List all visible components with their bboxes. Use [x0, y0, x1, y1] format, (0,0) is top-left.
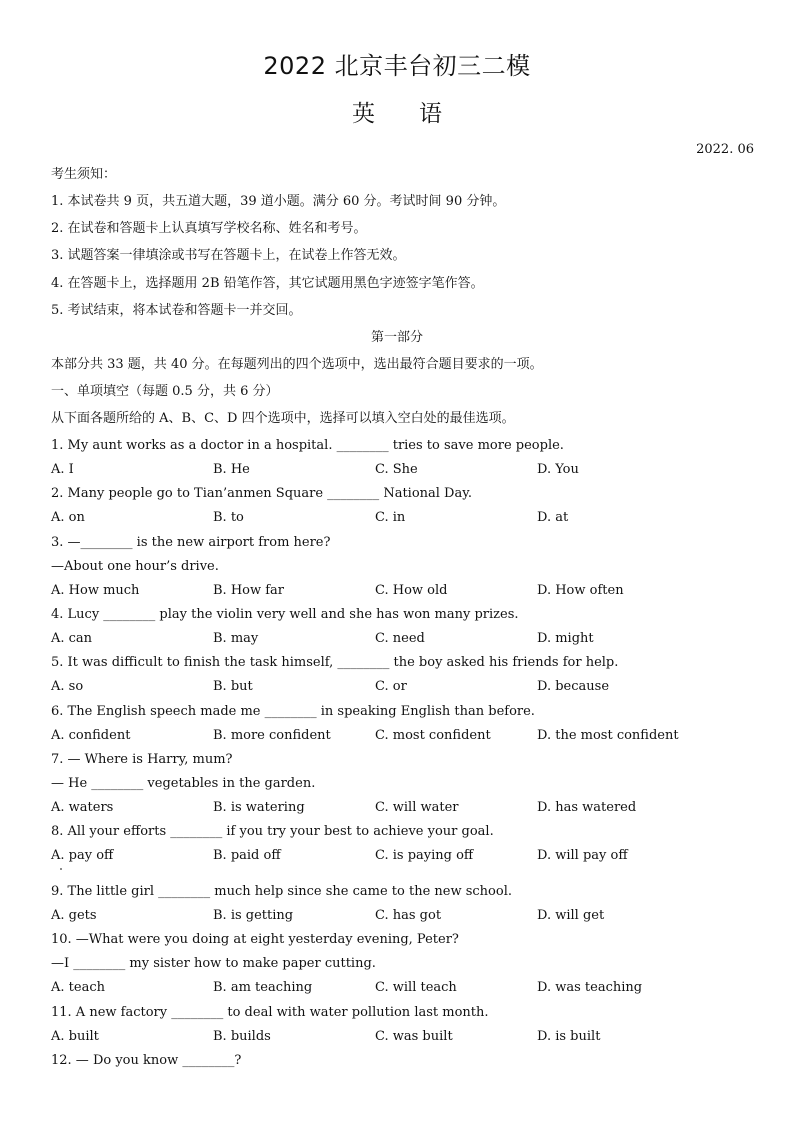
answer-option: B. but	[213, 679, 253, 694]
answer-option: D. was teaching	[537, 980, 643, 995]
answer-option: A. on	[51, 510, 85, 525]
question-dialogue-line: —About one hour’s drive.	[51, 559, 219, 574]
answer-option: B. to	[213, 510, 244, 525]
answer-option: C. How old	[375, 583, 448, 598]
answer-option: D. because	[537, 679, 610, 694]
answer-option: C. or	[375, 679, 407, 694]
answer-option: C. need	[375, 631, 425, 646]
answer-option: D. at	[537, 510, 569, 525]
answer-option: B. He	[213, 462, 250, 477]
answer-option: B. more confident	[213, 728, 331, 743]
answer-option: A. pay off	[51, 848, 114, 863]
question-stem: 2. Many people go to Tian’anmen Square ________ National Day.	[51, 486, 472, 501]
exam-date: 2022. 06	[696, 142, 754, 157]
notice-item: 4. 在答题卡上，选择题用 2B 铅笔作答，其它试题用黑色字迹签字笔作答。	[51, 276, 484, 291]
section-title: 一、单项填空（每题 0.5 分，共 6 分）	[51, 384, 279, 399]
question-stem: 5. It was difficult to finish the task himself, ________ the boy asked his friends for help.	[51, 655, 619, 670]
answer-option: D. the most confident	[537, 728, 679, 743]
answer-option: A. gets	[51, 908, 97, 923]
answer-option: C. most confident	[375, 728, 491, 743]
notice-item: 1. 本试卷共 9 页，共五道大题，39 道小题。满分 60 分。考试时间 90 分钟。	[51, 194, 506, 209]
question-stem: 6. The English speech made me ________ in speaking English than before.	[51, 704, 535, 719]
answer-option: C. in	[375, 510, 406, 525]
notice-item: 3. 试题答案一律填涂或书写在答题卡上，在试卷上作答无效。	[51, 248, 406, 263]
question-stem: 12. — Do you know ________?	[51, 1053, 242, 1068]
notice-item: 5. 考试结束，将本试卷和答题卡一并交回。	[51, 303, 302, 318]
question-stem: 1. My aunt works as a doctor in a hospital. ________ tries to save more people.	[51, 438, 564, 453]
answer-option: C. was built	[375, 1029, 453, 1044]
section-instruction: 从下面各题所给的 A、B、C、D 四个选项中，选择可以填入空白处的最佳选项。	[51, 411, 515, 426]
part-intro: 本部分共 33 题，共 40 分。在每题列出的四个选项中，选出最符合题目要求的一项。	[51, 357, 543, 372]
notice-item: 2. 在试卷和答题卡上认真填写学校名称、姓名和考号。	[51, 221, 367, 236]
answer-option: C. will teach	[375, 980, 457, 995]
answer-option: A. can	[51, 631, 93, 646]
answer-option: C. will water	[375, 800, 459, 815]
answer-option: B. builds	[213, 1029, 271, 1044]
question-stem: 9. The little girl ________ much help since she came to the new school.	[51, 884, 512, 899]
answer-option: A. teach	[51, 980, 105, 995]
exam-subject: 英语	[352, 101, 486, 127]
question-stem: 11. A new factory ________ to deal with water pollution last month.	[51, 1005, 489, 1020]
answer-option: C. She	[375, 462, 418, 477]
answer-option: C. is paying off	[375, 848, 474, 863]
answer-option: B. paid off	[213, 848, 281, 863]
answer-option: D. is built	[537, 1029, 601, 1044]
answer-option: D. will get	[537, 908, 605, 923]
answer-option: B. am teaching	[213, 980, 313, 995]
answer-option: A. confident	[51, 728, 131, 743]
answer-option: D. has watered	[537, 800, 637, 815]
question-dialogue-line: — He ________ vegetables in the garden.	[51, 776, 316, 791]
question-dialogue-line: —I ________ my sister how to make paper cutting.	[51, 956, 376, 971]
answer-option: C. has got	[375, 908, 442, 923]
answer-option: D. How often	[537, 583, 624, 598]
stray-mark	[60, 868, 62, 870]
question-stem: 8. All your efforts ________ if you try your best to achieve your goal.	[51, 824, 494, 839]
answer-option: A. I	[51, 462, 74, 477]
answer-option: D. will pay off	[537, 848, 628, 863]
question-stem: 4. Lucy ________ play the violin very well and she has won many prizes.	[51, 607, 519, 622]
answer-option: D. might	[537, 631, 594, 646]
answer-option: B. How far	[213, 583, 285, 598]
answer-option: A. built	[51, 1029, 99, 1044]
answer-option: B. is watering	[213, 800, 305, 815]
notice-heading: 考生须知：	[51, 167, 117, 182]
exam-title: 2022 北京丰台初三二模	[263, 52, 531, 80]
answer-option: A. so	[51, 679, 84, 694]
question-stem: 7. — Where is Harry, mum?	[51, 752, 233, 767]
question-stem: 3. —________ is the new airport from here?	[51, 535, 331, 550]
question-stem: 10. —What were you doing at eight yesterday evening, Peter?	[51, 932, 459, 947]
answer-option: B. may	[213, 631, 259, 646]
part-title: 第一部分	[370, 330, 423, 345]
answer-option: A. How much	[51, 583, 140, 598]
answer-option: A. waters	[51, 800, 114, 815]
answer-option: D. You	[537, 462, 579, 477]
answer-option: B. is getting	[213, 908, 294, 923]
